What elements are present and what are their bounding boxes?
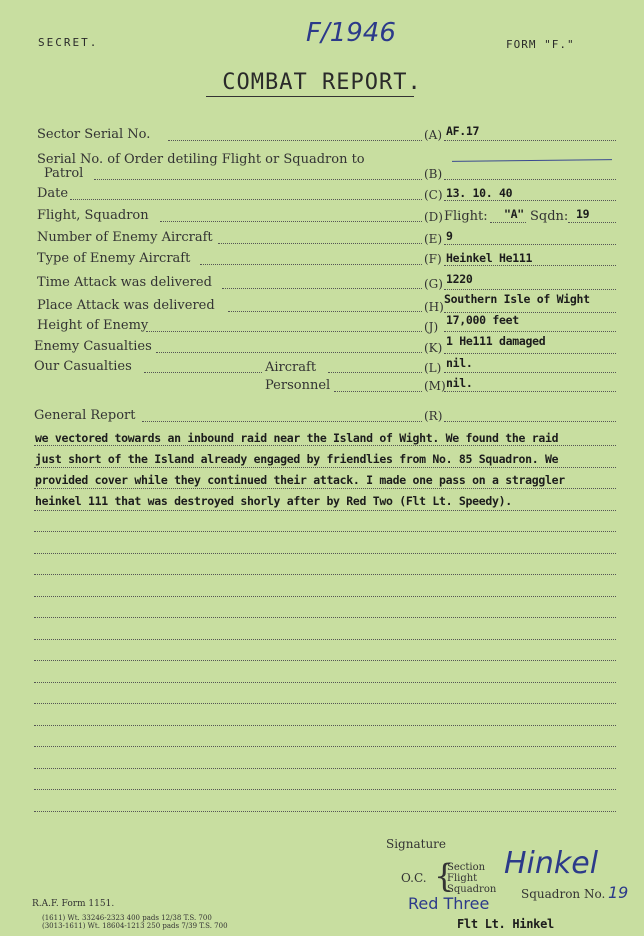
label-personnel: Personnel: [265, 378, 331, 393]
sqdn-prefix: Sqdn:: [530, 209, 569, 224]
label-patrol: Patrol: [44, 166, 84, 181]
value-height-enemy: 17,000 feet: [446, 313, 519, 327]
value-our-aircraft: nil.: [446, 356, 473, 370]
ruled-line: [34, 617, 616, 618]
letter-r: (R): [424, 409, 443, 423]
value-our-personnel: nil.: [446, 376, 473, 390]
value-number-enemy: 9: [446, 229, 453, 243]
value-type-enemy: Heinkel He111: [446, 251, 533, 265]
ruled-line: [34, 596, 616, 597]
ruled-line: [34, 510, 616, 511]
ruled-line: [34, 467, 616, 468]
label-sector-serial: Sector Serial No.: [37, 127, 151, 142]
ruled-line: [34, 746, 616, 747]
oc-label: O.C.: [401, 871, 427, 885]
letter-f: (F): [424, 252, 442, 266]
ruled-line: [34, 725, 616, 726]
ruled-line: [34, 682, 616, 683]
section-label: Section: [447, 862, 486, 873]
brace-icon: {: [434, 857, 455, 895]
flight-prefix: Flight:: [444, 209, 488, 224]
print-code-2: (3013-1611) Wt. 18604-1213 250 pads 7/39 T.S. 700: [42, 922, 228, 930]
ruled-line: [34, 553, 616, 554]
letter-d: (D): [424, 210, 443, 224]
letter-l: (L): [424, 361, 442, 375]
value-place-attack: Southern Isle of Wight: [444, 292, 590, 306]
letter-k: (K): [424, 341, 443, 355]
report-line: we vectored towards an inbound raid near the Island of Wight. We found the raid: [35, 431, 559, 445]
letter-b: (B): [424, 167, 443, 181]
ruled-line: [34, 660, 616, 661]
ruled-line: [34, 445, 616, 446]
ruled-line: [34, 768, 616, 769]
label-aircraft: Aircraft: [265, 360, 317, 375]
letter-m: (M): [424, 379, 446, 393]
ruled-line: [34, 789, 616, 790]
value-sqdn: 19: [576, 207, 590, 221]
label-flight-squadron: Flight, Squadron: [37, 208, 149, 223]
label-height-enemy: Height of Enemy: [37, 318, 149, 333]
ruled-line: [34, 811, 616, 812]
ruled-line: [34, 488, 616, 489]
letter-g: (G): [424, 277, 443, 291]
value-flight: "A": [504, 207, 524, 221]
label-our-casualties: Our Casualties: [34, 359, 132, 374]
ruled-line: [34, 703, 616, 704]
secret-label: SECRET.: [38, 36, 99, 49]
signatory-name: Flt Lt. Hinkel: [457, 917, 554, 931]
squadron-label: Squadron: [447, 884, 497, 895]
squadron-no-label: Squadron No.: [521, 887, 606, 901]
print-code-1: (1611) Wt. 33246-2323 400 pads 12/38 T.S. 700: [42, 914, 212, 922]
label-number-enemy: Number of Enemy Aircraft: [37, 230, 213, 245]
ruled-line: [34, 574, 616, 575]
label-time-attack: Time Attack was delivered: [37, 275, 212, 290]
title-underline: [206, 96, 414, 97]
ruled-line: [34, 639, 616, 640]
raf-form-label: R.A.F. Form 1151.: [32, 899, 115, 909]
value-sector-serial: AF.17: [446, 124, 480, 138]
letter-j: (J): [424, 320, 439, 334]
label-general-report: General Report: [34, 408, 136, 423]
value-time-attack: 1220: [446, 272, 473, 286]
label-place-attack: Place Attack was delivered: [37, 298, 215, 313]
squadron-no-value: 19: [608, 883, 629, 902]
letter-e: (E): [424, 232, 443, 246]
page-title: COMBAT REPORT.: [222, 70, 422, 95]
letter-h: (H): [424, 300, 444, 314]
label-enemy-casualties: Enemy Casualties: [34, 339, 152, 354]
report-line: provided cover while they continued their attack. I made one pass on a straggler: [35, 473, 565, 487]
label-date: Date: [37, 186, 69, 201]
value-enemy-casualties: 1 He111 damaged: [446, 334, 546, 348]
letter-c: (C): [424, 188, 443, 202]
red-three: Red Three: [408, 894, 490, 913]
label-serial-order: Serial No. of Order detiling Flight or Squadron to: [37, 152, 365, 167]
form-label: FORM "F.": [506, 38, 575, 51]
letter-a: (A): [424, 128, 443, 142]
file-reference: F/1946: [306, 18, 396, 48]
signature-label: Signature: [386, 837, 447, 851]
signature: Hinkel: [504, 846, 599, 881]
value-date: 13. 10. 40: [446, 186, 513, 200]
report-line: heinkel 111 that was destroyed shorly after by Red Two (Flt Lt. Speedy).: [35, 494, 512, 508]
flight-label: Flight: [447, 873, 478, 884]
report-line: just short of the Island already engaged by friendlies from No. 85 Squadron. We: [35, 452, 559, 466]
label-type-enemy: Type of Enemy Aircraft: [37, 251, 191, 266]
ruled-line: [34, 531, 616, 532]
strike-line: [452, 159, 612, 162]
